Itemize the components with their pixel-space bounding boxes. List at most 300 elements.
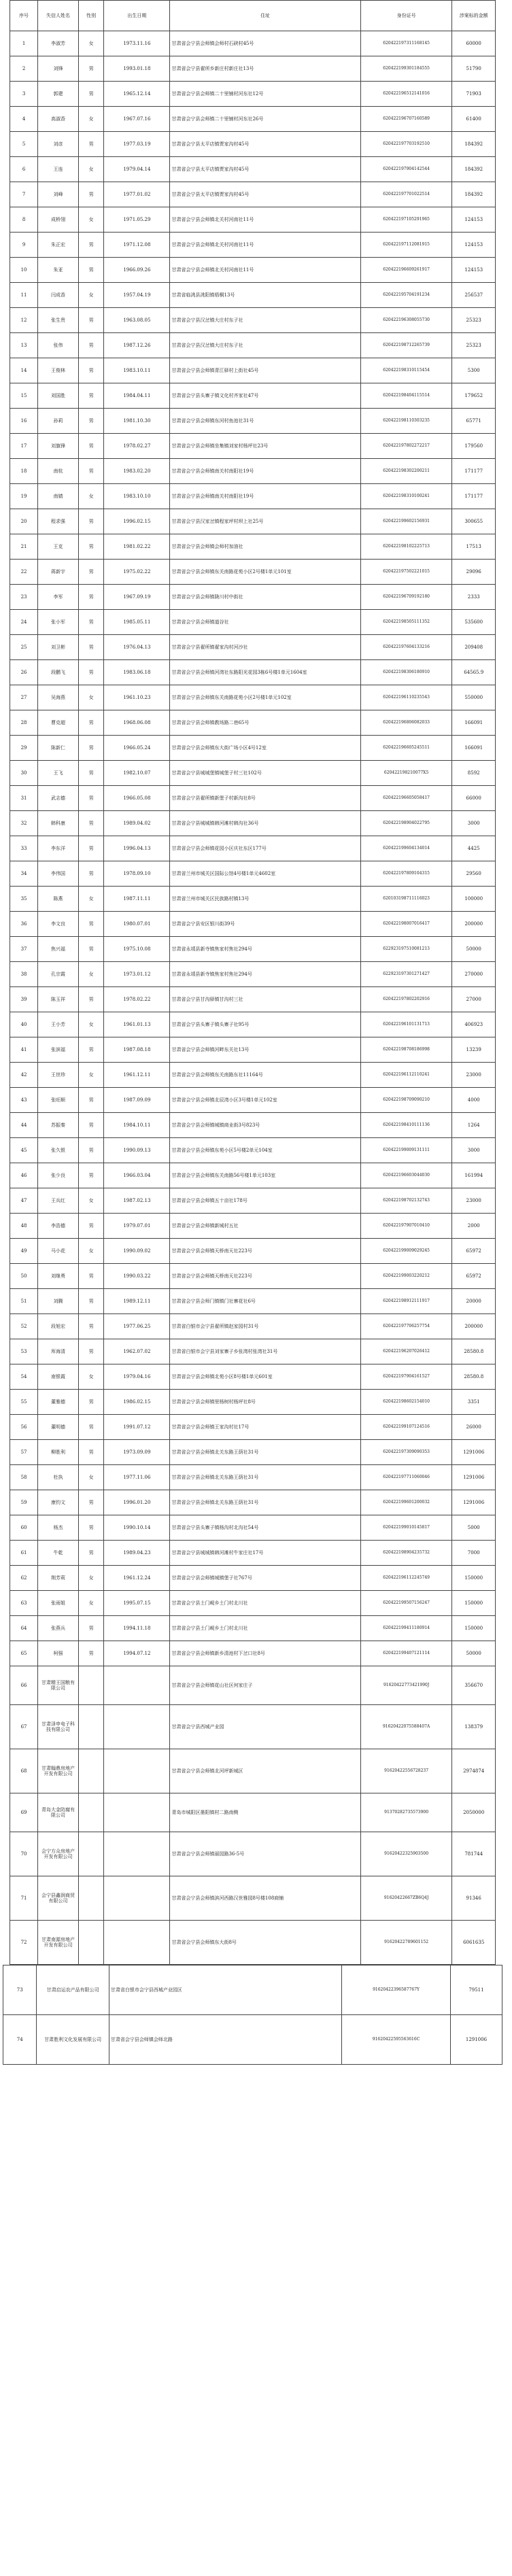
row-address: 甘肃省会宁县汉岔镇大庄村东子社 (170, 333, 360, 358)
row-no: 47 (10, 1188, 38, 1214)
row-sex: 女 (78, 1188, 103, 1214)
row-id: 620422196609261917 (360, 258, 452, 283)
row-birth: 1971.05.29 (104, 207, 170, 233)
row-name: 张旺顺 (38, 1088, 79, 1113)
row-birth: 1973.01.12 (104, 962, 170, 987)
row-no: 27 (10, 685, 38, 710)
row-no: 33 (10, 836, 38, 861)
row-sex: 男 (78, 560, 103, 585)
row-no: 26 (10, 660, 38, 685)
table-row (10, 1591, 496, 1616)
table-row (10, 560, 496, 585)
row-address: 甘肃省会宁县会师镇北关村河南社11号 (170, 258, 360, 283)
row-sex: 男 (78, 1138, 103, 1163)
table-row (10, 207, 496, 233)
row-amount: 5000 (452, 1515, 496, 1541)
row-birth: 1989.04.02 (104, 811, 170, 836)
row-name: 南银霞 (38, 1364, 79, 1390)
table-row (10, 434, 496, 459)
row-amount: 200000 (452, 1314, 496, 1339)
company-row (10, 1876, 496, 1921)
row-amount: 20000 (452, 1289, 496, 1314)
table-row (10, 1490, 496, 1515)
row-birth: 1962.07.02 (104, 1339, 170, 1364)
row-no: 52 (10, 1314, 38, 1339)
row-birth: 1967.07.16 (104, 107, 170, 132)
table-row (10, 409, 496, 434)
row-address: 甘肃省会宁县会师镇东关南路56号楼1单元103室 (170, 1163, 360, 1188)
company-row (3, 2015, 502, 2065)
row-no: 14 (10, 358, 38, 383)
row-birth: 1977.03.19 (104, 132, 170, 157)
company-id: 91620422325903500 (360, 1832, 452, 1876)
row-name: 苏振秦 (38, 1113, 79, 1138)
row-amount: 209408 (452, 635, 496, 660)
row-sex: 男 (78, 358, 103, 383)
table-row (10, 383, 496, 409)
company-amount: 91346 (452, 1876, 496, 1921)
company-sex-empty (78, 1666, 103, 1705)
row-amount: 3000 (452, 1138, 496, 1163)
row-id: 620422199604134014 (360, 836, 452, 861)
row-sex: 男 (78, 585, 103, 610)
row-name: 陈玉祥 (38, 987, 79, 1012)
row-birth: 1978.02.27 (104, 434, 170, 459)
row-amount: 23000 (452, 1188, 496, 1214)
row-address: 甘肃省白银市会宁县刘家寨子乡张湾村张湾社31号 (170, 1339, 360, 1364)
row-amount: 550000 (452, 685, 496, 710)
company-birth-empty (104, 1793, 170, 1832)
row-name: 孙莉 (38, 409, 79, 434)
table-row (10, 1641, 496, 1666)
row-address: 甘肃省会宁县土门岘乡土门村北川社 (170, 1616, 360, 1641)
row-amount: 2000 (452, 1214, 496, 1239)
row-id: 620422199010145817 (360, 1515, 452, 1541)
company-amount: 2974874 (452, 1749, 496, 1793)
row-name: 牛乾 (38, 1541, 79, 1566)
table-row (10, 1440, 496, 1465)
row-amount: 124153 (452, 258, 496, 283)
row-no: 16 (10, 409, 38, 434)
row-name: 董雅德 (38, 1390, 79, 1415)
company-name: 甘肃泽申电子科技有限公司 (38, 1705, 79, 1749)
row-address: 甘肃省会宁县汉家岔镇程家坪村坝上社25号 (170, 509, 360, 534)
row-birth: 1989.12.11 (104, 1289, 170, 1314)
company-birth-empty (104, 1921, 170, 1965)
table-row (10, 56, 496, 82)
row-no: 20 (10, 509, 38, 534)
row-birth: 1961.12.11 (104, 1063, 170, 1088)
row-birth: 1984.04.11 (104, 383, 170, 409)
header-name: 失信人姓名 (38, 1, 79, 31)
row-birth: 1967.09.19 (104, 585, 170, 610)
row-name: 刘腾 (38, 1289, 79, 1314)
row-birth: 1978.09.10 (104, 861, 170, 887)
row-no: 35 (10, 887, 38, 912)
row-no: 9 (10, 233, 38, 258)
row-amount: 27000 (452, 987, 496, 1012)
row-id: 620422198904022795 (360, 811, 452, 836)
row-birth: 1978.02.22 (104, 987, 170, 1012)
row-no: 63 (10, 1591, 38, 1616)
row-birth: 1987.02.13 (104, 1188, 170, 1214)
row-sex: 男 (78, 434, 103, 459)
row-birth: 1966.03.04 (104, 1163, 170, 1188)
row-id: 620422199301184555 (360, 56, 452, 82)
row-sex: 男 (78, 1490, 103, 1515)
row-id: 620422196603044030 (360, 1163, 452, 1188)
company-sex-empty (78, 1749, 103, 1793)
row-no: 18 (10, 459, 38, 484)
row-id: 620422196806082033 (360, 710, 452, 736)
company-name: 甘肃南源房地产开发有限公司 (38, 1921, 79, 1965)
table-row (10, 107, 496, 132)
table-row (10, 157, 496, 182)
company-id: 91620422396587767Y (342, 1965, 451, 2015)
row-birth: 1985.05.11 (104, 610, 170, 635)
company-birth-empty (104, 1876, 170, 1921)
row-sex: 男 (78, 409, 103, 434)
row-amount: 1291006 (452, 1490, 496, 1515)
row-id: 620422199601200032 (360, 1490, 452, 1515)
row-no: 28 (10, 710, 38, 736)
row-birth: 1996.04.13 (104, 836, 170, 861)
people-rows (10, 31, 496, 1666)
row-amount: 150000 (452, 1591, 496, 1616)
row-amount: 124153 (452, 233, 496, 258)
table-row (10, 836, 496, 861)
row-birth: 1968.06.08 (104, 710, 170, 736)
row-amount: 5300 (452, 358, 496, 383)
row-no: 10 (10, 258, 38, 283)
row-sex: 女 (78, 1364, 103, 1390)
table-row (10, 1214, 496, 1239)
row-no: 58 (10, 1465, 38, 1490)
row-name: 王飞 (38, 761, 79, 786)
row-address: 甘肃省会宁县翟所乡新庄村新庄社13号 (170, 56, 360, 82)
row-name: 朱亚 (38, 258, 79, 283)
row-sex: 男 (78, 660, 103, 685)
row-address: 甘肃省会宁县会师镇东关南路花苑小区2号楼1单元102室 (170, 685, 360, 710)
row-birth: 1990.09.02 (104, 1239, 170, 1264)
table-row (10, 786, 496, 811)
row-no: 3 (10, 82, 38, 107)
row-name: 张小军 (38, 610, 79, 635)
row-birth: 1989.04.23 (104, 1541, 170, 1566)
row-id: 620422197604133216 (360, 635, 452, 660)
row-no: 2 (10, 56, 38, 82)
row-no: 36 (10, 912, 38, 937)
row-name: 李淑芳 (38, 31, 79, 56)
row-birth: 1983.10.10 (104, 484, 170, 509)
table-row (10, 585, 496, 610)
table-row (10, 1364, 496, 1390)
company-no: 69 (10, 1793, 38, 1832)
row-birth: 1990.10.14 (104, 1515, 170, 1541)
row-amount: 184392 (452, 132, 496, 157)
row-name: 段旭宏 (38, 1314, 79, 1339)
row-birth: 1991.07.12 (104, 1415, 170, 1440)
row-sex: 男 (78, 82, 103, 107)
row-name: 荆芳莉 (38, 1566, 79, 1591)
row-no: 65 (10, 1641, 38, 1666)
row-address: 甘肃省会宁县城城堡镇城堡子村三社102号 (170, 761, 360, 786)
row-name: 闫成香 (38, 283, 79, 308)
row-name: 李军 (38, 585, 79, 610)
row-sex: 女 (78, 887, 103, 912)
table-row (10, 1138, 496, 1163)
company-sex-empty (78, 1832, 103, 1876)
row-id: 620422198110303235 (360, 409, 452, 434)
row-address: 甘肃省兰州市城关区民族路村镇13号 (170, 887, 360, 912)
row-name: 王克 (38, 534, 79, 560)
row-birth: 1983.10.11 (104, 358, 170, 383)
company-sex-empty (78, 1705, 103, 1749)
row-birth: 1981.10.30 (104, 409, 170, 434)
table-row (10, 937, 496, 962)
table-row (10, 1314, 496, 1339)
row-no: 60 (10, 1515, 38, 1541)
row-sex: 男 (78, 383, 103, 409)
row-no: 1 (10, 31, 38, 56)
row-birth: 1994.07.12 (104, 1641, 170, 1666)
table-row (10, 1037, 496, 1063)
row-name: 张伟 (38, 333, 79, 358)
row-address: 甘肃省会宁县会师镇城镇堡子社767号 (170, 1566, 360, 1591)
table-row (10, 710, 496, 736)
row-name: 张生贵 (38, 308, 79, 333)
row-amount: 406923 (452, 1012, 496, 1037)
company-amount: 138379 (452, 1705, 496, 1749)
row-id: 620422197802202916 (360, 987, 452, 1012)
company-row (10, 1705, 496, 1749)
row-address: 甘肃省会宁县会师镇东大街广场小区4号12室 (170, 736, 360, 761)
row-sex: 女 (78, 1591, 103, 1616)
row-address: 甘肃省永靖县新寺镇焦家村焦社294号 (170, 962, 360, 987)
row-id: 620422198310115454 (360, 358, 452, 383)
row-birth: 1982.10.07 (104, 761, 170, 786)
row-sex: 男 (78, 1214, 103, 1239)
row-birth: 1963.08.05 (104, 308, 170, 333)
row-id: 620422196707160589 (360, 107, 452, 132)
row-id: 620422198912111917 (360, 1289, 452, 1314)
row-address: 甘肃省会宁县会师镇东关南路东社11164号 (170, 1063, 360, 1088)
header-address: 住址 (170, 1, 360, 31)
company-address: 甘肃省会宁县西城产业园 (170, 1705, 360, 1749)
row-amount: 29096 (452, 560, 496, 585)
row-name: 高淑香 (38, 107, 79, 132)
row-sex: 男 (78, 258, 103, 283)
row-amount: 3351 (452, 1390, 496, 1415)
company-name: 会宁方众房地产开发有限公司 (38, 1832, 79, 1876)
row-name: 张久银 (38, 1138, 79, 1163)
row-no: 21 (10, 534, 38, 560)
table-row (10, 283, 496, 308)
table-row (10, 258, 496, 283)
row-sex: 女 (78, 1566, 103, 1591)
row-id: 620422199602156931 (360, 509, 452, 534)
row-address: 甘肃省会宁县会师镇会师村加油社 (170, 534, 360, 560)
row-name: 杜执 (38, 1465, 79, 1490)
row-id: 620422198404115514 (360, 383, 452, 409)
row-id: 620422196207026412 (360, 1339, 452, 1364)
company-rows-continued (3, 1965, 502, 2065)
table-row (10, 912, 496, 937)
row-name: 张滨福 (38, 1037, 79, 1063)
row-no: 37 (10, 937, 38, 962)
row-no: 23 (10, 585, 38, 610)
row-address: 甘肃省会宁县头寨子镇头寨子社95号 (170, 1012, 360, 1037)
row-address: 甘肃省会宁县会师镇王家沟村社17号 (170, 1415, 360, 1440)
row-address: 甘肃省会宁县会师镇北关东路王荫社31号 (170, 1465, 360, 1490)
company-no: 66 (10, 1666, 38, 1705)
row-amount: 23000 (452, 1063, 496, 1088)
row-amount: 28580.8 (452, 1339, 496, 1364)
row-id: 620422196709192180 (360, 585, 452, 610)
company-name: 会宁县鑫润商贸有限公司 (38, 1876, 79, 1921)
row-id: 620422199507156247 (360, 1591, 452, 1616)
row-amount: 51790 (452, 56, 496, 82)
debtor-table-wrapper (10, 0, 496, 1965)
row-name: 郭建 (38, 82, 79, 107)
row-birth: 1977.11.06 (104, 1465, 170, 1490)
row-address: 甘肃省会宁县土门岘乡土门村北川社 (170, 1591, 360, 1616)
row-no: 8 (10, 207, 38, 233)
row-address: 甘肃省会宁县会师镇北关村河南社11号 (170, 233, 360, 258)
row-amount: 65972 (452, 1239, 496, 1264)
table-row (10, 182, 496, 207)
header-sex: 性别 (78, 1, 103, 31)
company-name: 甘肃精王国粮有限公司 (38, 1666, 79, 1705)
row-sex: 男 (78, 937, 103, 962)
table-row (10, 31, 496, 56)
row-name: 陈燕 (38, 887, 79, 912)
row-sex: 男 (78, 1088, 103, 1113)
row-name: 厍海清 (38, 1339, 79, 1364)
row-id: 620422198709090210 (360, 1088, 452, 1113)
row-name: 李文良 (38, 912, 79, 937)
row-name: 蒋新宇 (38, 560, 79, 585)
company-birth-empty (104, 1666, 170, 1705)
company-no: 72 (10, 1921, 38, 1965)
row-name: 吴海燕 (38, 685, 79, 710)
row-amount: 28580.8 (452, 1364, 496, 1390)
row-address: 甘肃省会宁县会师镇二十里铺村河东社12号 (170, 82, 360, 107)
row-amount: 25323 (452, 308, 496, 333)
row-no: 32 (10, 811, 38, 836)
row-sex: 男 (78, 1390, 103, 1415)
row-address: 甘肃省会宁县会师镇河畔东关社13号 (170, 1037, 360, 1063)
row-birth: 1961.12.24 (104, 1566, 170, 1591)
row-id: 620422196308055730 (360, 308, 452, 333)
table-row (10, 484, 496, 509)
row-no: 62 (10, 1566, 38, 1591)
row-sex: 男 (78, 182, 103, 207)
table-row (10, 358, 496, 383)
row-address: 甘肃省会宁县翟所镇新堡子村新沟社8号 (170, 786, 360, 811)
row-no: 41 (10, 1037, 38, 1063)
row-address: 甘肃省会宁县会师镇里杨树村杨坪社8号 (170, 1390, 360, 1415)
row-id: 620422197701022514 (360, 182, 452, 207)
row-name: 刘继勇 (38, 1264, 79, 1289)
row-id: 620422198708186998 (360, 1037, 452, 1063)
company-id: 91620422789601152 (360, 1921, 452, 1965)
row-birth: 1975.10.08 (104, 937, 170, 962)
row-sex: 男 (78, 761, 103, 786)
row-no: 51 (10, 1289, 38, 1314)
row-address: 甘肃省会宁县会师镇天桥南天社223号 (170, 1264, 360, 1289)
row-id: 620422198712265739 (360, 333, 452, 358)
table-row (10, 233, 496, 258)
row-id: 620422198007016417 (360, 912, 452, 937)
row-sex: 男 (78, 610, 103, 635)
row-no: 5 (10, 132, 38, 157)
row-amount: 166091 (452, 710, 496, 736)
row-no: 25 (10, 635, 38, 660)
row-amount: 64565.9 (452, 660, 496, 685)
row-id: 620422196112245749 (360, 1566, 452, 1591)
row-address: 甘肃省会宁县会师镇天桥南天社223号 (170, 1239, 360, 1264)
row-amount: 150000 (452, 1616, 496, 1641)
company-no: 70 (10, 1832, 38, 1876)
row-id: 620422197802272217 (360, 434, 452, 459)
table-row (10, 82, 496, 107)
row-no: 42 (10, 1063, 38, 1088)
row-id: 620422199107124516 (360, 1415, 452, 1440)
row-address: 甘肃省会宁县翟所镇翟家沟村河沙社 (170, 635, 360, 660)
company-id: 91620422773421990J (360, 1666, 452, 1705)
row-sex: 男 (78, 1289, 103, 1314)
table-row (10, 1012, 496, 1037)
row-birth: 1973.09.09 (104, 1440, 170, 1465)
table-row (10, 1239, 496, 1264)
row-sex: 男 (78, 308, 103, 333)
company-name: 青岛大金防腐有限公司 (38, 1793, 79, 1832)
row-address: 甘肃省会宁县城城镇韩河滩村韩沟社36号 (170, 811, 360, 836)
row-birth: 1986.02.15 (104, 1390, 170, 1415)
company-id: 91620422075588407A (360, 1705, 452, 1749)
row-no: 22 (10, 560, 38, 585)
row-address: 甘肃省会宁县会师镇北关东路王荫社31号 (170, 1490, 360, 1515)
company-address: 甘肃省会宁县会师镇北河坪新城区 (170, 1749, 360, 1793)
company-birth-empty (104, 1705, 170, 1749)
row-id: 620422198602154010 (360, 1390, 452, 1415)
row-name: 李浩德 (38, 1214, 79, 1239)
row-birth: 1975.02.22 (104, 560, 170, 585)
row-sex: 男 (78, 1641, 103, 1666)
row-name: 王小芳 (38, 1012, 79, 1037)
row-no: 54 (10, 1364, 38, 1390)
row-sex: 女 (78, 962, 103, 987)
company-table-wrapper (3, 1965, 502, 2065)
row-id: 620422195704191234 (360, 283, 452, 308)
row-name: 王连 (38, 157, 79, 182)
table-row (10, 1063, 496, 1088)
row-address: 甘肃省会宁县会师镇北关村河南社11号 (170, 207, 360, 233)
row-name: 王世珍 (38, 1063, 79, 1088)
row-sex: 女 (78, 685, 103, 710)
company-sex-empty (78, 1793, 103, 1832)
row-address: 甘肃省会宁县会师镇东关南路花苑小区2号楼1单元101室 (170, 560, 360, 585)
row-amount: 7000 (452, 1541, 496, 1566)
company-name: 甘肃胜利文化发展有限公司 (37, 2015, 109, 2065)
row-birth: 1990.03.22 (104, 1264, 170, 1289)
row-amount: 13239 (452, 1037, 496, 1063)
company-amount: 79511 (450, 1965, 502, 2015)
table-row (10, 987, 496, 1012)
row-sex: 男 (78, 1314, 103, 1339)
row-address: 甘肃省兰州市城关区国际公馆4号楼1单元4602室 (170, 861, 360, 887)
